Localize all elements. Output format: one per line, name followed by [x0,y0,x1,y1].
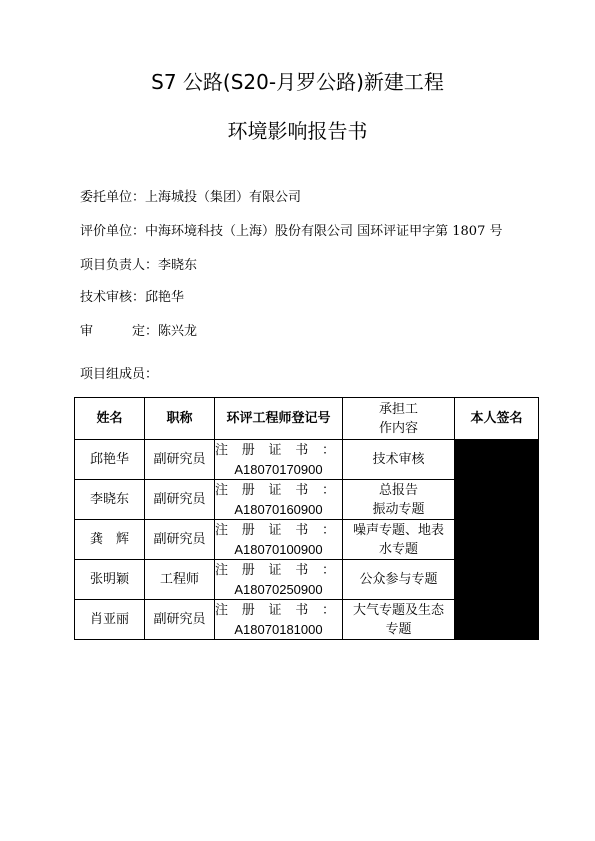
report-title-line2: 环境影响报告书 [227,119,368,143]
member-registration [215,560,343,600]
header-work-line1: 承担工 [378,401,418,417]
member-name: 邱艳华 [75,440,145,480]
member-title: 副研究员 [145,480,215,520]
table-header-row [75,398,539,440]
registration-prefix: 注 册 证 书 ： [215,562,336,578]
registration-number: A18070100900 [234,541,323,557]
report-title-line1: S7 公路(S20-月罗公路)新建工程 [151,70,444,94]
registration-number: A18070181000 [234,621,323,637]
member-registration [215,600,343,640]
approval-label: 审 [80,324,94,339]
table-row [75,480,539,520]
approval-value: 定：陈兴龙 [132,324,198,339]
member-name: 肖亚丽 [75,600,145,640]
member-signature [455,600,539,640]
registration-prefix: 注 册 证 书 ： [215,522,336,538]
table-row [75,600,539,640]
member-signature [455,480,539,520]
header-work [343,398,455,440]
registration-prefix: 注 册 证 书 ： [215,482,336,498]
members-label: 项目组成员： [80,367,159,382]
registration-number: A18070170900 [234,461,323,477]
member-registration [215,520,343,560]
member-work: 公众参与专题 [343,560,455,600]
member-work: 噪声专题、地表 水专题 [343,520,455,560]
member-signature [455,520,539,560]
member-work: 大气专题及生态 专题 [343,600,455,640]
member-name: 李晓东 [75,480,145,520]
table-row [75,520,539,560]
registration-prefix: 注 册 证 书 ： [215,442,336,458]
evaluation-unit: 评价单位：中海环境科技（上海）股份有限公司 国环评证甲字第 1807 号 [80,224,503,239]
technical-review: 技术审核：邱艳华 [80,290,185,305]
header-name: 姓名 [75,398,145,440]
member-signature [455,440,539,480]
header-registration: 环评工程师登记号 [215,398,343,440]
header-title: 职称 [145,398,215,440]
registration-number: A18070160900 [234,501,323,517]
project-members-table [74,397,539,640]
commissioning-unit: 委托单位：上海城投（集团）有限公司 [80,190,302,205]
project-lead: 项目负责人：李晓东 [80,258,198,273]
member-name: 张明颖 [75,560,145,600]
table-row [75,440,539,480]
member-registration [215,480,343,520]
member-work: 总报告 振动专题 [343,480,455,520]
member-work: 技术审核 [343,440,455,480]
member-title: 副研究员 [145,520,215,560]
header-work-line2: 作内容 [378,420,418,436]
member-title: 副研究员 [145,440,215,480]
member-title: 工程师 [145,560,215,600]
approval [80,324,197,340]
registration-number: A18070250900 [234,581,323,597]
registration-prefix: 注 册 证 书 ： [215,602,336,618]
member-name: 龚 辉 [75,520,145,560]
member-title: 副研究员 [145,600,215,640]
member-signature [455,560,539,600]
header-signature: 本人签名 [455,398,539,440]
table-row [75,560,539,600]
member-registration [215,440,343,480]
